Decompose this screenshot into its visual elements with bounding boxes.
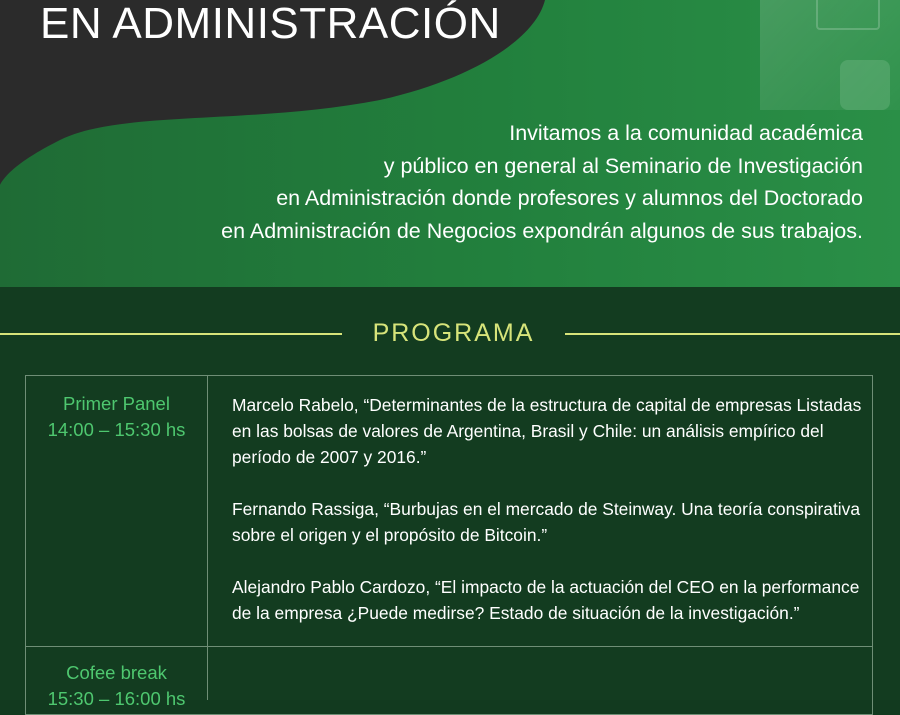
panel-label-cell xyxy=(26,391,207,443)
talk-item xyxy=(232,574,860,626)
intro-line: y público en general al Seminario de Investigación xyxy=(383,153,863,178)
panel-time: 14:00 – 15:30 hs xyxy=(47,419,186,440)
talk-line: Marcelo Rabelo, “Determinantes de la estructura de capital de empresas Listadas xyxy=(232,395,862,415)
intro-text xyxy=(83,117,863,247)
talk-line: sobre el origen y el propósito de Bitcoin.” xyxy=(232,525,548,545)
page-title: EN ADMINISTRACIÓN xyxy=(40,0,501,48)
break-label: Cofee break xyxy=(66,662,167,683)
hero-photo xyxy=(760,0,900,110)
talk-line: de la empresa ¿Puede medirse? Estado de situación de la investigación.” xyxy=(232,603,800,623)
panel-label: Primer Panel xyxy=(63,393,170,414)
intro-line: en Administración de Negocios expondrán algunos de sus trabajos. xyxy=(221,218,863,243)
talk-line: en las bolsas de valores de Argentina, Brasil y Chile: un análisis empírico del xyxy=(232,421,824,441)
hero-banner xyxy=(0,0,900,287)
talk-line: Alejandro Pablo Cardozo, “El impacto de la actuación del CEO en la performance xyxy=(232,577,860,597)
intro-line: Invitamos a la comunidad académica xyxy=(509,121,863,145)
talk-item xyxy=(232,496,860,548)
heading-rule-left xyxy=(0,333,342,335)
intro-line: en Administración donde profesores y alumnos del Doctorado xyxy=(276,186,863,210)
program-heading: PROGRAMA xyxy=(372,319,535,347)
panel-talks-cell xyxy=(232,392,860,652)
break-time: 15:30 – 16:00 hs xyxy=(47,688,186,709)
table-divider-vertical xyxy=(207,375,208,700)
heading-rule-right xyxy=(565,333,900,335)
talk-line: período de 2007 y 2016.” xyxy=(232,447,427,467)
break-label-cell xyxy=(26,660,207,712)
talk-item xyxy=(232,392,860,470)
talk-line: Fernando Rassiga, “Burbujas en el mercado de Steinway. Una teoría conspirativa xyxy=(232,499,861,519)
